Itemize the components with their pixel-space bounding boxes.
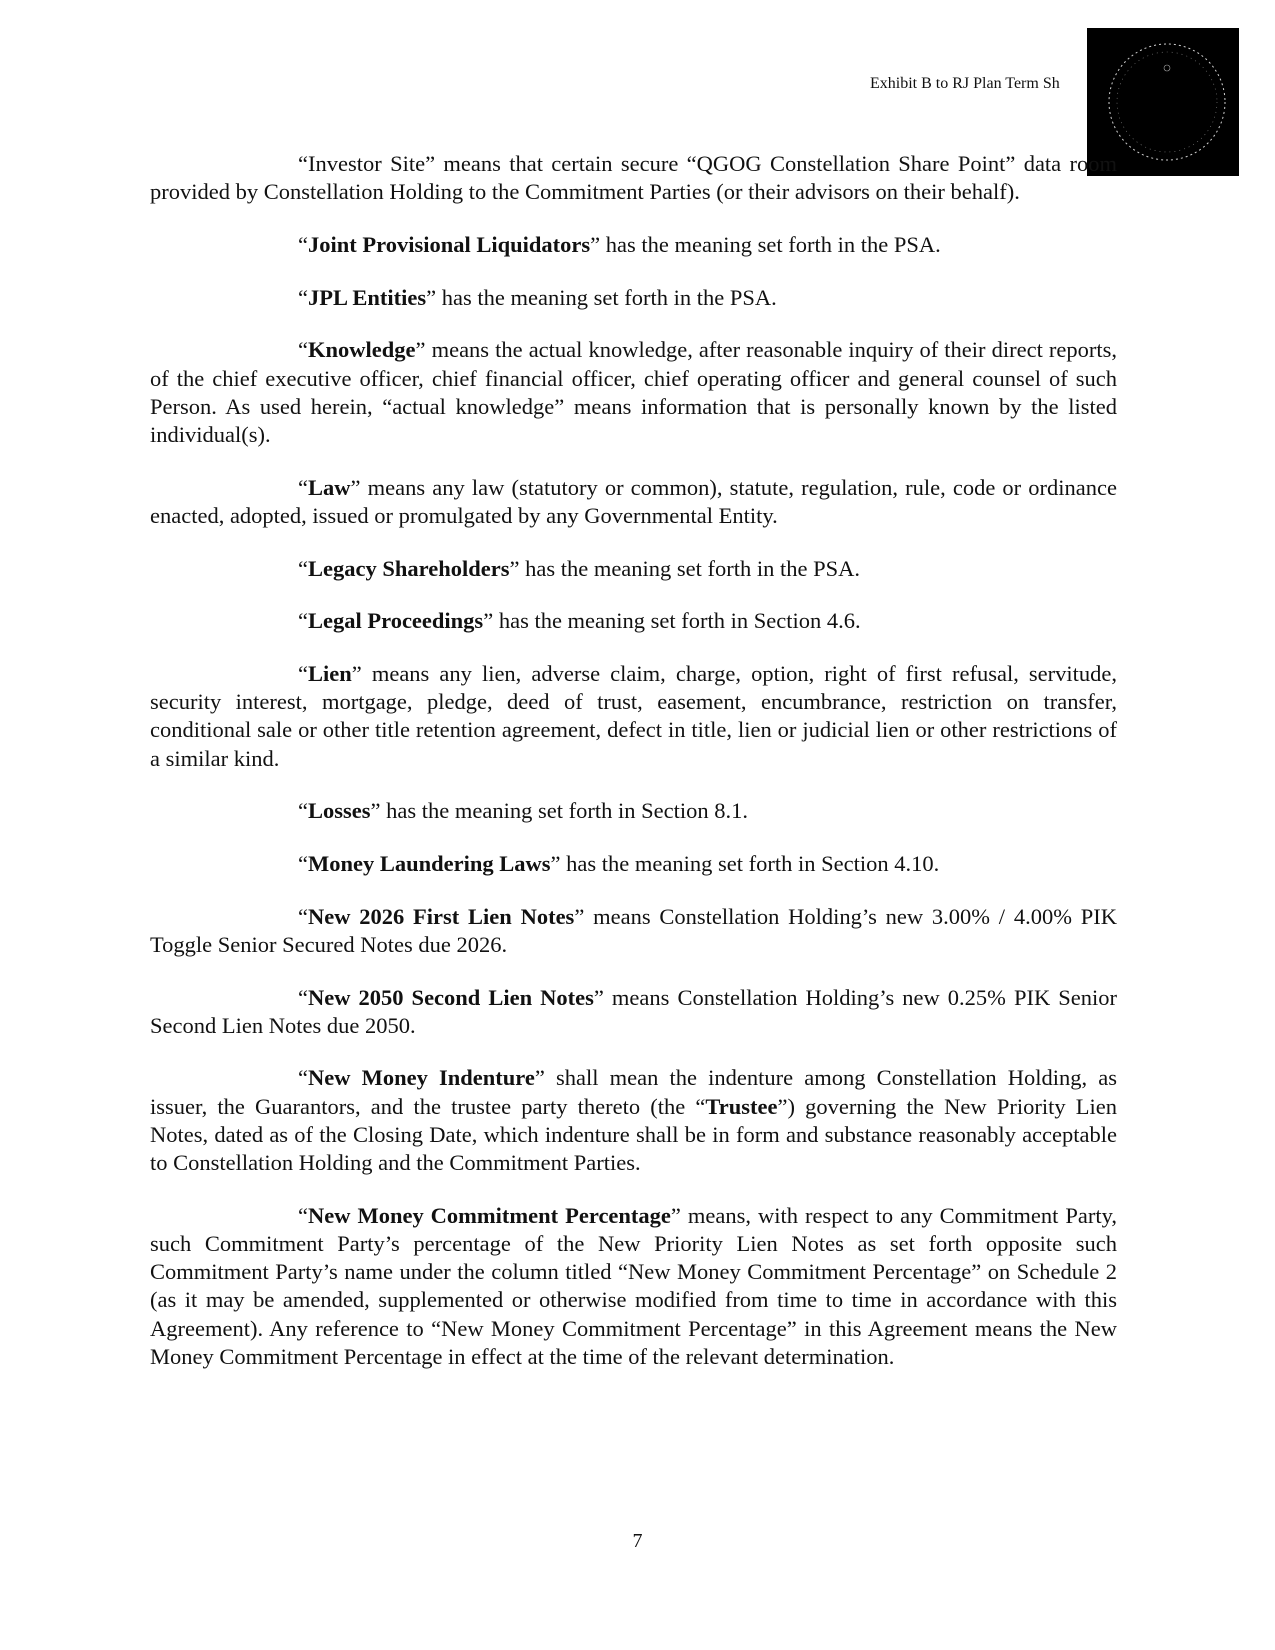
- definition-losses: “Losses” has the meaning set forth in Section 8.1.: [298, 798, 748, 824]
- definition-law: “Law” means any law (statutory or common), statute, regulation, rule, code or ordinance enacted, adopted, issued or promulgated by any Governmental Entity.: [150, 474, 1117, 528]
- definition-jpl-entities: “JPL Entities” has the meaning set forth in the PSA.: [298, 284, 777, 310]
- definition-lien: “Lien” means any lien, adverse claim, charge, option, right of first refusal, servitude, security interest, mortgage, pledge, deed of trust, easement, encumbrance, restriction on transfer, conditional sale or other title retention agreement, defect in title, lien or judicial lien or other restrictions of a similar kind.: [150, 660, 1117, 771]
- page-number: 7: [632, 1530, 643, 1552]
- definition-joint-provisional-liquidators: “Joint Provisional Liquidators” has the meaning set forth in the PSA.: [298, 231, 941, 257]
- definition-new-money-commitment-percentage: “New Money Commitment Percentage” means, with respect to any Commitment Party, such Commitment Party’s percentage of the New Priority Lien Notes as set forth opposite such Commitment Party’s name under the column titled “New Money Commitment Percentage” on Schedule 2 (as it may be amended, supplemented or otherwise modified from time to time in accordance with this Agreement). Any reference to “New Money Commitment Percentage” in this Agreement means the New Money Commitment Percentage in effect at the time of the relevant determination.: [150, 1202, 1117, 1369]
- definition-money-laundering-laws: “Money Laundering Laws” has the meaning set forth in Section 4.10.: [298, 850, 940, 876]
- definition-legacy-shareholders: “Legacy Shareholders” has the meaning set forth in the PSA.: [298, 555, 861, 581]
- document-body: [150, 150, 1117, 1396]
- page-header: Exhibit B to RJ Plan Term Sh: [870, 75, 1060, 92]
- definition-new-2050-second-lien-notes: “New 2050 Second Lien Notes” means Constellation Holding’s new 0.25% PIK Senior Second Lien Notes due 2050.: [150, 984, 1117, 1038]
- definition-knowledge: “Knowledge” means the actual knowledge, after reasonable inquiry of their direct reports, of the chief executive officer, chief financial officer, chief operating officer and general counsel of such Person. As used herein, “actual knowledge” means information that is personally known by the listed individual(s).: [150, 337, 1117, 447]
- definition-legal-proceedings: “Legal Proceedings” has the meaning set forth in Section 4.6.: [298, 608, 861, 634]
- definition-new-2026-first-lien-notes: “New 2026 First Lien Notes” means Constellation Holding’s new 3.00% / 4.00% PIK Toggle Senior Secured Notes due 2026.: [150, 903, 1117, 957]
- definition-investor-site: “Investor Site” means that certain secure “QGOG Constellation Share Point” data room provided by Constellation Holding to the Commitment Parties (or their advisors on their behalf).: [150, 151, 1118, 205]
- definition-new-money-indenture: “New Money Indenture” shall mean the indenture among Constellation Holding, as issuer, the Guarantors, and the trustee party thereto (the “Trustee”) governing the New Priority Lien Notes, dated as of the Closing Date, which indenture shall be in form and substance reasonably acceptable to Constellation Holding and the Commitment Parties.: [150, 1065, 1117, 1176]
